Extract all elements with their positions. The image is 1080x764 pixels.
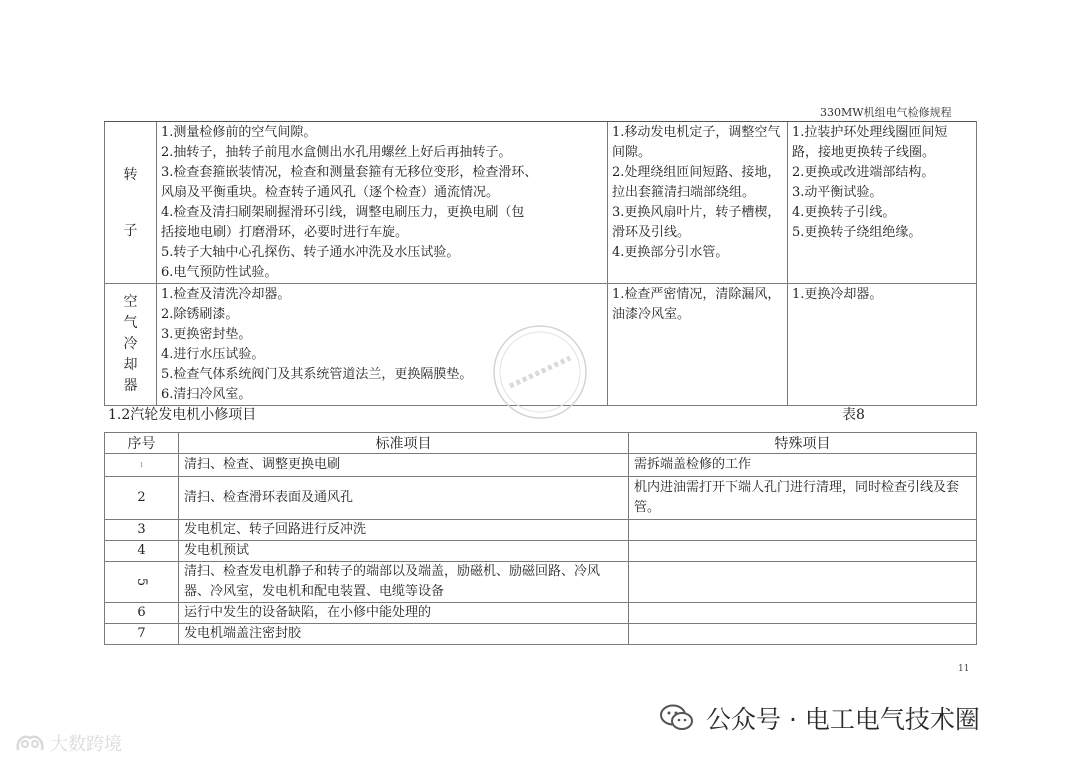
special-item: 需拆端盖检修的工作 (629, 454, 977, 477)
page-number: 11 (958, 664, 970, 674)
list-item: 3.动平衡试验。 (792, 185, 883, 200)
list-item: 1.测量检修前的空气间隙。 (161, 125, 317, 140)
list-item: 4.进行水压试验。 (161, 347, 265, 362)
table-row (105, 562, 977, 603)
table-row (105, 520, 977, 541)
part-label: 转子 (123, 166, 138, 239)
improvement-items-cell (788, 122, 977, 284)
list-item: 5.更换转子绕组绝缘。 (792, 225, 922, 240)
wechat-icon (660, 704, 694, 732)
list-item: 1.更换冷却器。 (792, 287, 883, 302)
standard-item: 发电机端盖注密封胶 (179, 624, 629, 645)
part-cell-air-cooler (105, 284, 157, 406)
list-item: 5.检查气体系统阀门及其系统管道法兰，更换隔膜垫。 (161, 367, 473, 382)
brand-logo-icon (14, 730, 46, 756)
list-item: 4.检查及清扫刷架刷握滑环引线，调整电刷压力，更换电刷（包 (161, 205, 525, 220)
part-label: 空气冷却器 (123, 294, 138, 394)
seal-watermark (488, 320, 592, 424)
table-row (105, 541, 977, 562)
table-header-row (105, 433, 977, 454)
list-item: 3.更换密封垫。 (161, 327, 252, 342)
table-number: 表8 (842, 407, 865, 423)
table-row (105, 624, 977, 645)
minor-repair-table (104, 432, 977, 645)
column-header: 特殊项目 (629, 433, 977, 454)
list-item: 2.除锈刷漆。 (161, 307, 239, 322)
list-item: 1.拉装护环处理线圈匝间短路，接地更换转子线圈。 (792, 125, 948, 160)
standard-item: 清扫、检查滑环表面及通风孔 (179, 477, 629, 520)
list-item: 1.移动发电机定子，调整空气间隙。 (612, 125, 781, 160)
special-items-cell (608, 122, 788, 284)
list-item: 2.更换或改进端部结构。 (792, 165, 935, 180)
special-items-cell (608, 284, 788, 406)
account-name: 公众号 · 电工电气技术圈 (706, 705, 980, 734)
standard-item: 运行中发生的设备缺陷，在小修中能处理的 (179, 603, 629, 624)
standard-item: 发电机定、转子回路进行反冲洗 (179, 520, 629, 541)
table-row-rotor (105, 122, 977, 284)
column-header: 标准项目 (179, 433, 629, 454)
standard-item: 清扫、检查发电机静子和转子的端部以及端盖，励磁机、励磁回路、冷风器、冷风室，发电机和配电装置、电缆等设备 (179, 562, 629, 603)
list-item: 3.检查套箍嵌装情况，检查和测量套箍有无移位变形，检查滑环、 (161, 165, 538, 180)
column-header: 序号 (105, 433, 179, 454)
special-item: 机内进油需打开下端人孔门进行清理，同时检查引线及套管。 (629, 477, 977, 520)
header-rule (104, 121, 976, 122)
special-item (629, 603, 977, 624)
row-number: 1 (105, 454, 179, 477)
part-cell-rotor (105, 122, 157, 284)
list-item: 风扇及平衡重块。检查转子通风孔（逐个检查）通流情况。 (161, 185, 500, 200)
row-number: 4 (105, 541, 179, 562)
special-item (629, 520, 977, 541)
list-item: 5.转子大轴中心孔探伤、转子通水冲洗及水压试验。 (161, 245, 460, 260)
list-item: 4.更换部分引水管。 (612, 245, 729, 260)
special-item (629, 541, 977, 562)
standard-items-cell (157, 122, 608, 284)
row-number: 7 (105, 624, 179, 645)
standard-item: 发电机预试 (179, 541, 629, 562)
brand-watermark (14, 730, 122, 756)
running-header: 330MW机组电气检修规程 (820, 106, 952, 119)
row-number: 5 (105, 562, 179, 603)
table-row (105, 603, 977, 624)
list-item: 2.抽转子，抽转子前甩水盒侧出水孔用螺丝上好后再抽转子。 (161, 145, 512, 160)
list-item: 1.检查严密情况，清除漏风，油漆冷风室。 (612, 287, 781, 322)
special-item (629, 562, 977, 603)
row-number: 6 (105, 603, 179, 624)
row-number: 2 (105, 477, 179, 520)
list-item: 6.清扫冷风室。 (161, 387, 252, 402)
list-item: 4.更换转子引线。 (792, 205, 896, 220)
list-item: 1.检查及清洗冷却器。 (161, 287, 291, 302)
section-title: 1.2汽轮发电机小修项目 (108, 407, 257, 423)
row-number: 3 (105, 520, 179, 541)
table-row (105, 454, 977, 477)
improvement-items-cell (788, 284, 977, 406)
list-item: 6.电气预防性试验。 (161, 265, 278, 280)
list-item: 2.处理绕组匝间短路、接地，拉出套箍清扫端部绕组。 (612, 165, 781, 200)
list-item: 3.更换风扇叶片，转子槽楔，滑环及引线。 (612, 205, 781, 240)
brand-name: 大数跨境 (50, 734, 122, 755)
account-watermark (660, 700, 980, 736)
standard-item: 清扫、检查、调整更换电刷 (179, 454, 629, 477)
table-row (105, 477, 977, 520)
special-item (629, 624, 977, 645)
list-item: 括接地电刷）打磨滑环，必要时进行车旋。 (161, 225, 409, 240)
